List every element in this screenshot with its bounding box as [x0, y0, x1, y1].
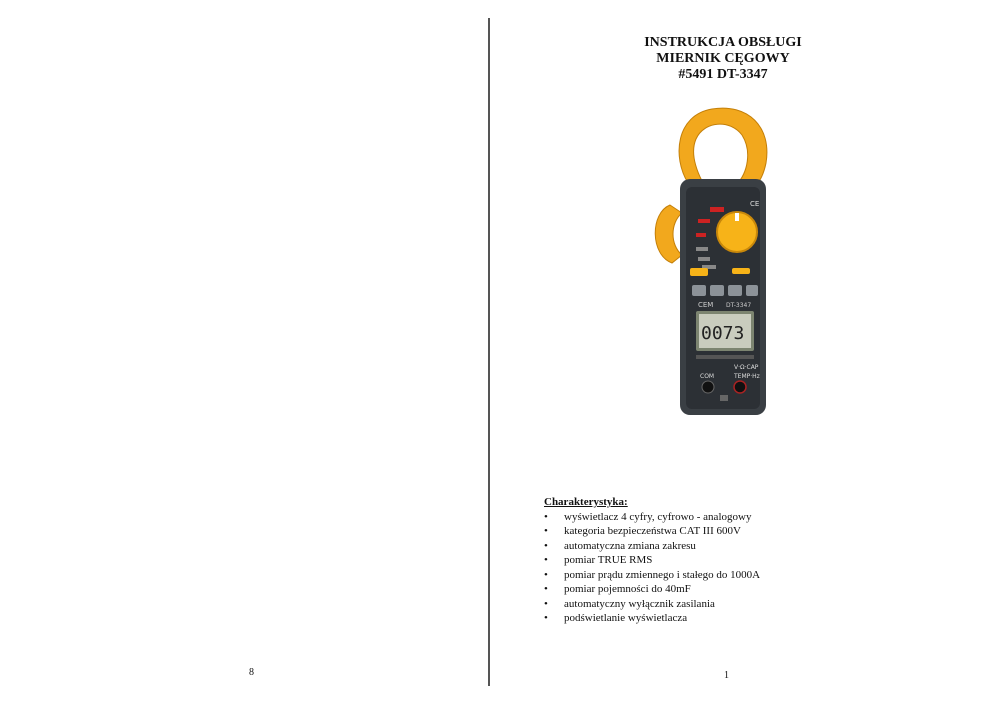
feature-text: wyświetlacz 4 cyfry, cyfrowo - analogowy	[564, 510, 752, 523]
features-heading: Charakterystyka:	[544, 496, 628, 508]
list-item	[544, 553, 760, 568]
feature-text: pomiar TRUE RMS	[564, 554, 653, 566]
terminal-label-com: COM	[700, 373, 715, 380]
bullet: •	[544, 554, 548, 566]
list-item	[544, 611, 760, 626]
bullet: •	[544, 612, 548, 624]
list-item	[544, 524, 760, 539]
title-line-2: MIERNIK CĘGOWY	[656, 51, 790, 66]
list-item	[544, 539, 760, 554]
bullet: •	[544, 525, 548, 537]
bullet: •	[544, 597, 548, 610]
title-line-1: INSTRUKCJA OBSŁUGI	[644, 35, 802, 50]
list-item	[544, 510, 760, 525]
feature-text: automatyczna zmiana zakresu	[564, 539, 696, 552]
bullet: •	[544, 539, 548, 552]
bullet: •	[544, 568, 548, 581]
title-line-3: #5491 DT-3347	[678, 67, 768, 82]
manual-title	[598, 35, 848, 83]
feature-text: pomiar prądu zmiennego i stałego do 1000A	[564, 568, 761, 581]
left-page-number: 8	[249, 667, 254, 678]
terminal-label-vohm: V·Ω·CAP	[734, 364, 759, 371]
bullet: •	[544, 583, 548, 595]
meter-brand: CEM	[698, 301, 714, 309]
list-item	[544, 568, 760, 583]
feature-text: kategoria bezpieczeństwa CAT III 600V	[564, 525, 741, 537]
right-page-number: 1	[724, 670, 729, 681]
terminal-label-temp: TEMP·Hz	[734, 373, 760, 380]
meter-display-reading: 0073	[701, 323, 745, 344]
clamp-meter-image	[640, 105, 790, 425]
meter-model: DT-3347	[726, 302, 752, 309]
ce-mark: CE	[750, 200, 760, 208]
features-section	[544, 495, 760, 626]
bullet: •	[544, 510, 548, 523]
feature-text: pomiar pojemności do 40mF	[564, 583, 691, 595]
features-list	[544, 510, 760, 626]
page-divider	[488, 18, 490, 686]
feature-text: podświetlanie wyświetlacza	[564, 612, 688, 624]
list-item	[544, 597, 760, 612]
list-item	[544, 582, 760, 597]
feature-text: automatyczny wyłącznik zasilania	[564, 597, 715, 610]
